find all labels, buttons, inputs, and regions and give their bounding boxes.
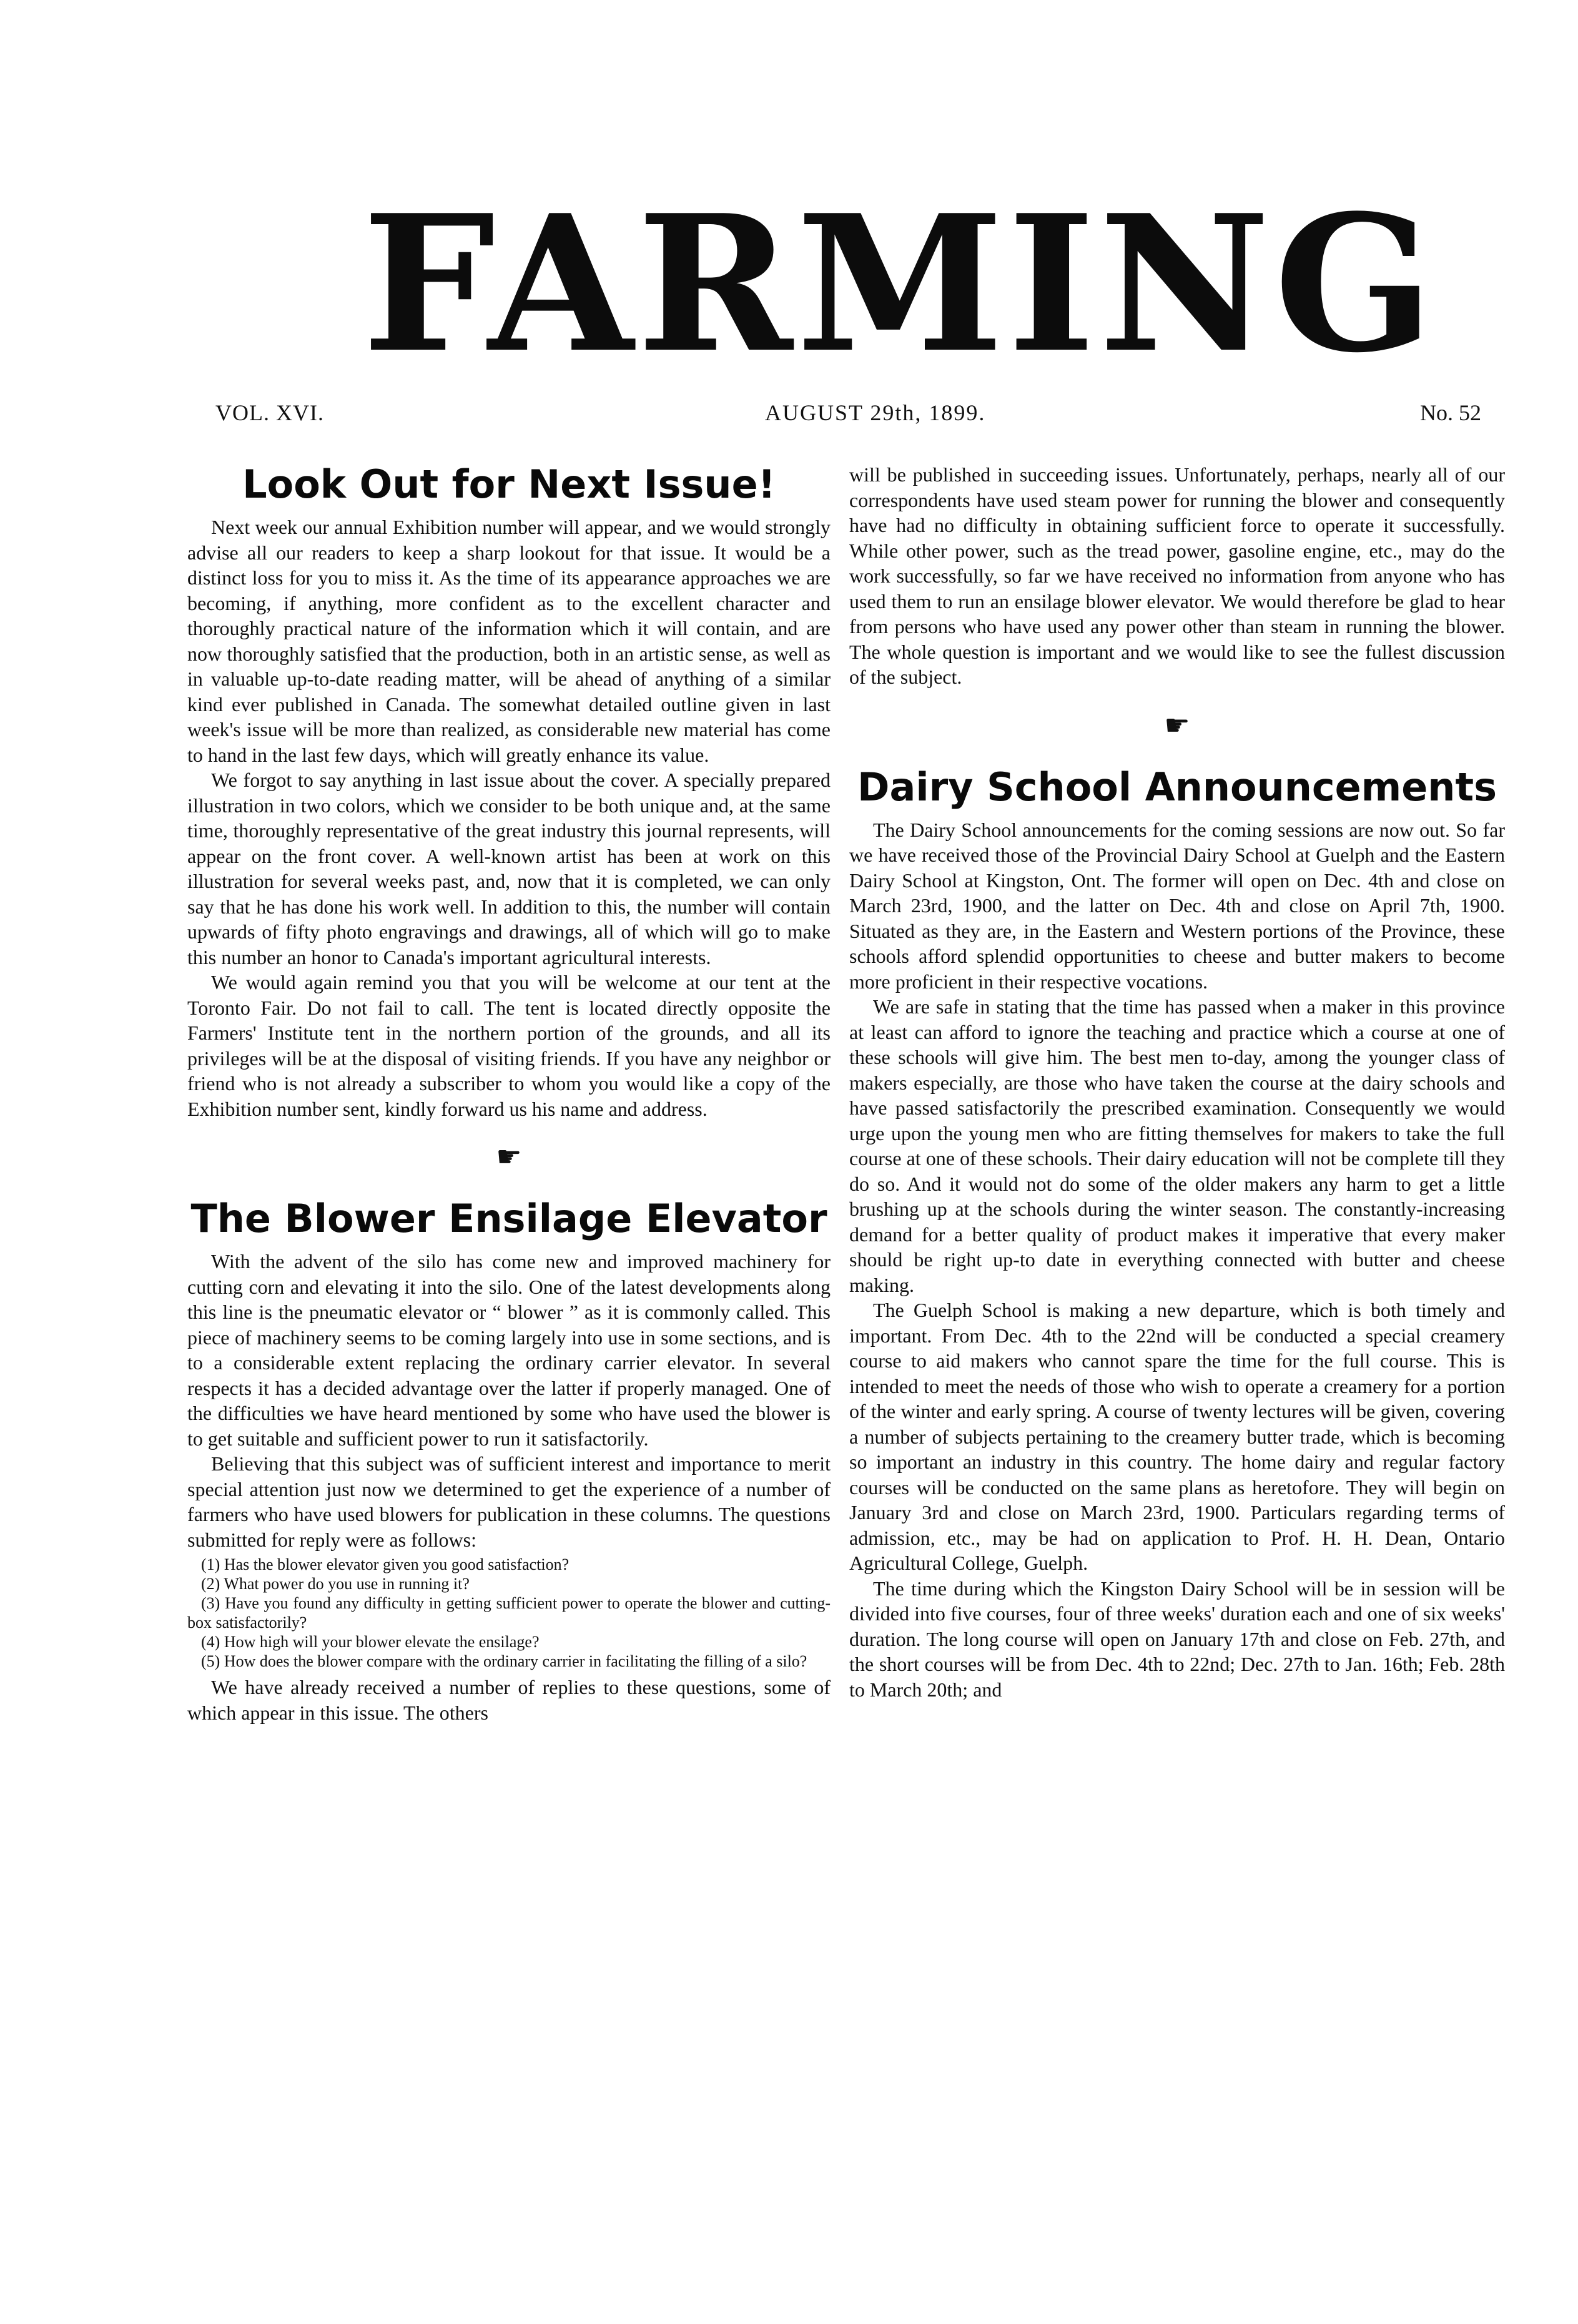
question-item: (5) How does the blower compare with the ordinary carrier in facilitating the filling of a silo? (201, 1652, 807, 1670)
question-item: (3) Have you found any difficulty in getting sufficient power to operate the blower and cutting-box satisfactorily? (187, 1594, 831, 1632)
article-title-blower-elevator: The Blower Ensilage Elevator (190, 1196, 827, 1241)
issue-number: No. 52 (1420, 400, 1481, 425)
question-item: (1) Has the blower elevator given you good satisfaction? (201, 1555, 570, 1573)
issue-date: AUGUST 29th, 1899. (765, 400, 986, 425)
question-item: (2) What power do you use in running it? (201, 1575, 470, 1593)
article-paragraph: Believing that this subject was of sufficient interest and importance to merit special attention just now we determined to get the experience of a number of farmers who have used blowers for publication in these columns. The questions submitted for reply were as follows: (187, 1452, 831, 1551)
left-column (187, 462, 831, 1725)
question-list (187, 1555, 831, 1671)
volume-label: VOL. XVI. (215, 400, 324, 425)
article-paragraph: We forgot to say anything in last issue about the cover. A specially prepared illustration in two colors, which we consider to be both unique and, at the same time, thoroughly representative of the great industry this journal represents, will appear on the front cover. A well-known artist has been at work on this illustration for several weeks past, and, now that it is completed, we can only say that he has done his work well. In addition to this, the number will contain upwards of fifty photo engravings and drawings, all of which will go to make this number an honor to Canada's important agricultural interests. (187, 769, 831, 968)
article-paragraph: We have already received a number of replies to these questions, some of which appear in this issue. The others (187, 1676, 831, 1724)
article-paragraph: The time during which the Kingston Dairy School will be in session will be divided into five courses, four of three weeks' duration each and one of six weeks' duration. The long course will open on January 17th and close on Feb. 27th, and the short courses will be from Dec. 4th to 22nd; Dec. 27th to Jan. 16th; Feb. 28th to March 20th; and (849, 1577, 1505, 1701)
pointing-hand-ornament-icon: ☛ (496, 1140, 522, 1173)
article-paragraph: With the advent of the silo has come new and improved machinery for cutting corn and elevating it into the silo. One of the latest developments along this line is the pneumatic elevator or “ blower ” as it is commonly called. This piece of machinery seems to be coming largely into use in some sections, and is to a considerable extent replacing the ordinary carrier elevator. In several respects it has a decided advantage over the latter if properly managed. One of the difficulties we have heard mentioned by some who have used the blower is to get suitable and sufficient power to run it satisfactorily. (187, 1250, 831, 1450)
masthead-title: FARMING (362, 174, 1438, 394)
article-paragraph: We are safe in stating that the time has passed when a maker in this province at least can afford to ignore the teaching and practice which a course at one of these schools will give him. The best men to-day, among the younger class of makers especially, are those who have taken the course at the dairy schools and have passed satisfactorily the prescribed examination. Consequently we would urge upon the young men who are fitting themselves for makers to take the full course at one of these schools. Their dairy education will not be complete till they do so. And it would not do some of the older makers any harm to get a little brushing up at the schools during the winter season. The constantly-increasing demand for a better quality of product makes it imperative that every maker should be right up-to date in everything connected with butter and cheese making. (849, 995, 1505, 1296)
article-paragraph: The Dairy School announcements for the coming sessions are now out. So far we have received those of the Provincial Dairy School at Guelph and the Eastern Dairy School at Kingston, Ont. The former will open on Dec. 4th and close on March 23rd, 1900, and the latter on Dec. 4th and close on April 7th, 1900. Situated as they are, in the Eastern and Western portions of the Province, these schools afford splendid opportunities to cheese and butter makers to become more proficient in their respective vocations. (849, 818, 1505, 993)
article-continuation: will be published in succeeding issues. Unfortunately, perhaps, nearly all of our correspondents have used steam power for running the blower and consequently have had no difficulty in obtaining sufficient force to operate it successfully. While other power, such as the tread power, gasoline engine, etc., may do the work successfully, so far we have received no information from anyone who has used them to run an ensilage blower elevator. We would therefore be glad to hear from persons who have used any power other than steam in running the blower. The whole question is important and we would like to see the fullest discussion of the subject. (849, 463, 1505, 688)
article-paragraph: We would again remind you that you will be welcome at our tent at the Toronto Fair. Do not fail to call. The tent is located directly opposite the Farmers' Institute tent in the northern portion of the grounds, and all its privileges will be at the disposal of visiting friends. If you have any neighbor or friend who is not already a subscriber to whom you would like a copy of the Exhibition number sent, kindly forward us his name and address. (187, 971, 831, 1120)
article-paragraph: The Guelph School is making a new departure, which is both timely and important. From Dec. 4th to the 22nd will be conducted a special creamery course to aid makers who cannot spare the time for the full course. This is intended to meet the needs of those who wish to operate a creamery for a portion of the winter and early spring. A course of twenty lectures will be given, covering a number of subjects pertaining to the creamery butter trade, which is becoming so important an industry in this country. The home dairy and regular factory courses will be conducted on the same plans as heretofore. They will begin on January 3rd and close on March 23rd, 1900. Particulars regarding terms of admission, etc., may be had on application to Prof. H. H. Dean, Ontario Agricultural College, Guelph. (849, 1299, 1505, 1574)
question-item: (4) How high will your blower elevate the ensilage? (201, 1633, 540, 1651)
article-title-next-issue: Look Out for Next Issue! (242, 461, 776, 507)
pointing-hand-ornament-icon: ☛ (1164, 707, 1190, 742)
article-title-dairy-school: Dairy School Announcements (857, 764, 1497, 810)
right-column (849, 462, 1505, 1702)
article-paragraph: Next week our annual Exhibition number will appear, and we would strongly advise all our readers to keep a sharp lookout for that issue. It would be a distinct loss for you to miss it. As the time of its appearance approaches we are becoming, if anything, more confident as to the excellent character and thoroughly practical nature of the information which it will contain, and are now thoroughly satisfied that the production, both in an artistic sense, as well as in valuable up-to-date reading matter, will be ahead of anything of a similar kind ever published in Canada. The somewhat detailed outline given in last week's issue will be more than realized, as considerable new material has come to hand in the last few days, which will greatly enhance its value. (187, 516, 831, 766)
